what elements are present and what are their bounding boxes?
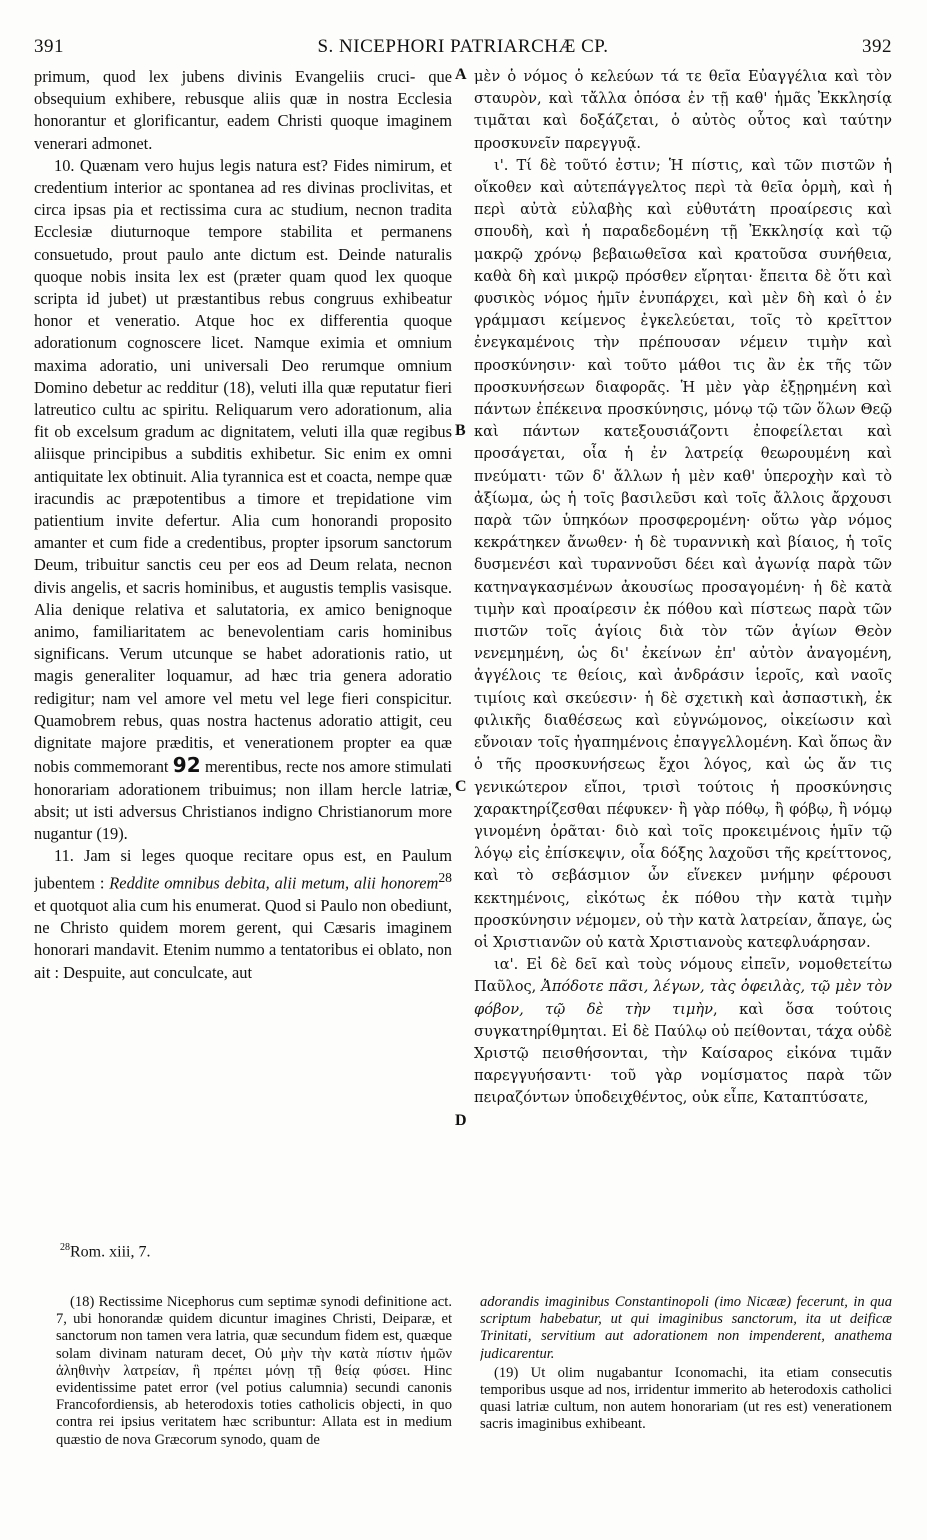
running-head	[34, 36, 892, 60]
note-18-continued: adorandis imaginibus Constantinopoli (imo Nicææ) fecerunt, in qua scriptum habebatur, ut qui imaginibus sanctorum, ita ut deificæ Trinitati, servitium aut adorationem non impenderent, anathema judicarentur.	[480, 1294, 892, 1362]
greek-paragraph-10: ι'. Τί δὲ τοῦτό ἐστιν; Ἡ πίστις, καὶ τῶν πιστῶν ἡ οἴκοθεν καὶ αὐτεπάγγελτος περὶ τὰ θεῖα ὁρμὴ, καὶ ἡ περὶ αὐτὰ εὐλαβὴς καὶ εὐθυτάτη προαίρεσις καὶ σπουδὴ, καὶ ἡ παραδεδομένη τῇ Ἐκκλησίᾳ καὶ τῷ μακρῷ χρόνῳ βεβαιωθεῖσα καὶ κρατοῦσα συνήθεια, καθὰ δὴ καὶ μικρῷ πρόσθεν εἴρηται· ἔπειτα δὲ ὅτι καὶ φυσικὸς νόμος ἡμῖν ἐνυπάρχει, καὶ μὲν δὴ καὶ ὁ ἐν γράμμασι κείμενος ἐγκελεύεται, τοῖς τὸ κρεῖττον ἐνεγκαμένοις τὴν πρέπουσαν νέμειν τιμὴν καὶ προσκύνησιν· καὶ τοῦτο μάθοι τις ἂν ἐκ τῆς τῶν προσκυνήσεων διαφορᾶς. Ἡ μὲν γὰρ ἐξῃρημένη καὶ πάντων ἐπέκεινα προσκύνησις, μόνῳ τῷ τῶν ὅλων Θεῷ καὶ πάντων κατεξουσιάζοντι ἐποφείλεται καὶ προσάγεται, οἷα ἡ ἐν λατρείᾳ θεωρουμένη καὶ πνεύματι· τῶν δ' ἄλλων ἡ μὲν καθ' ὑπεροχὴν καὶ τὸ ἀξίωμα, ὡς ἡ τοῖς βασιλεῦσι καὶ τοῖς ἄλλοις ἄρχουσι παρὰ τῶν ὑπηκόων προσφερομένη· οὕτω γὰρ νόμος κεκράτηκεν ἄνωθεν· ἡ δὲ τυραννικὴ καὶ βίαιος, ἡ τοῖς δυσμενέσι καὶ τυραννοῦσι δέει καὶ ἀγωνίᾳ παρὰ τῶν κατηναγκασμένων ἀκουσίως προσαγομένη· ἡ δὲ κατὰ τιμὴν καὶ προαίρεσιν ἐκ πόθου καὶ πίστεως παρὰ τῶν πιστῶν τοῖς ἁγίοις διὰ τὸν τῶν ἁγίων Θεὸν νενεμημένη, ὡς δι' ἐκείνων ἐπ' αὐτὸν ἀναγομένη, ἀγγέλοις τε θείοις, καὶ ἀνδράσιν ἱεροῖς, καὶ ναοῖς τιμίοις καὶ σκεύεσιν· ἡ δὲ σχετικὴ καὶ ἀσπαστικὴ, ἐκ φιλικῆς διαθέσεως καὶ εὐγνώμονος, οἰκείωσιν καὶ εὔνοιαν τοῖς ἠγαπημένοις ἐπαγγελλομένη. Καὶ ὅπως ἂν ὁ τῆς προσκυνήσεως ἔχοι λόγος, καὶ ὡς ἄν τις γενικώτερον εἴποι, τρισὶ τούτοις ἡ προσκύνησις χαρακτηρίζεσθαι πέφυκεν· ἢ γὰρ πόθῳ, ἢ φόβῳ, ἢ νόμῳ γινομένη ὁρᾶται· διὸ καὶ τοῖς προκειμένοις ἡμῖν τῷ λόγῳ εἰς ἐπίσκεψιν, οἷα δόξης λαχοῦσι τῆς κρείττονος, καὶ τὸ σεβάσμιον ὧν εἵνεκεν μνήμην φέρουσι κεκτημένοις, εἰκότως ἐκ πόθου τὴν κατὰ τιμὴν προσκύνησιν νέμομεν, οὐ τὴν κατὰ λατρείαν, ἄπαγε, ὡς οἱ Χριστιανῶν οὐ κατὰ Χριστιανοὺς κατεφλυάρησαν.	[474, 156, 892, 951]
margin-letter-b: B	[455, 422, 466, 439]
notes-right-column	[480, 1294, 892, 1534]
greek-p11-rest: , καὶ ὅσα τούτοις συγκατηρίθμηται. Εἰ δὲ Παύλῳ οὐ πείθονται, τάχα οὐδὲ Χριστῷ πεισθήσονται, τὴν Καίσαρος εἰκόνα τιμᾶν παρεγγυήσαντι· τοῦ γὰρ νομίσματος παρὰ τῶν πειραζόντων ὑποδειχθέντος, οὐκ εἶπε, Καταπτύσατε,	[474, 1000, 892, 1107]
latin-paragraph-10	[34, 155, 452, 845]
latin-p11-start: 11. Jam si leges quoque recitare opus est, en Paulum jubentem :	[34, 846, 452, 893]
latin-p10-end: merentibus, recte nos amore stimulati honorariam adorationem tribuimus; non illam hercle latriæ, absit; ut isti adversus Christianos indigno Christianorum more nugantur (19).	[34, 757, 452, 843]
greek-column	[474, 66, 892, 1238]
latin-p11-rest: et quotquot alia cum his enumerat. Quod si Paulo non obediunt, ne Christo quidem morem gerent, qui Cæsaris imaginem honorari mandavit. Etenim nummo a tentatoribus ei oblato, non ait : Despuite, aut conculcate, aut	[34, 895, 452, 982]
page-title: S. NICEPHORI PATRIARCHÆ CP.	[317, 36, 609, 57]
latin-p11-quote: Reddite omnibus debita, alii metum, alii honorem	[109, 873, 439, 893]
latin-p10-text: 10. Quænam vero hujus legis natura est? Fides nimirum, et credentium interior ac spontanea ad res divinas proclivitas, et circa ipsas pia et rectissima cura ac studium, necnon tradita Ecclesiæ diuturnoque tempore stabilita et permanens consuetudo, prout paulo ante dictum est. Deinde naturalis quoque nobis insita lex est (præter quam quod lex quoque scripta id jubet) ut præstantibus rebus congruus exhibeatur honor et veneratio. Atque hoc ex differentia quoque adorationum cognoscere licet. Namque eximia et omnium maxima adoratio, uni universali Deo rerumque omnium Domino debetur ac redditur (18), veluti illa quæ reputatur fieri latreutico cultu ac spiritu. Reliquarum vero adorationum, alia fit ob excelsum gradum ac dignitatem, veluti illa quæ regibus aliisque principibus a subditis exhibetur. Sic enim ex omni antiquitate lex obtinuit. Alia tyrannica est et coacta, nempe quæ iracundis ac præpotentibus a timore et trepidatione vim patientium invite defertur. Alia cum honorandi proposito amanter et cum fide a credentibus, propter ipsorum sanctorum Deum, tribuitur sanctis ceu per eos ad Deum relata, necnon divis angelis, et sacris hominibus, et augustis templis vasisque. Alia denique relativa et salutatoria, ex amico benignoque animo, familiaritatem ac benevolentiam caris hominibus significans. Verum utcunque se habet adorationis ratio, ut magis generaliter loquamur, ad hæc tria genera adoratio redigitur; nam vel amore vel metu vel lege fieri conspicitur. Quamobrem rebus, quas nostra hactenus adoratio attigit, ceu dignitate majore præditis, et venerationem propter ea quæ nobis commemorant	[34, 155, 452, 777]
scripture-reference-mark: 28	[60, 1242, 70, 1253]
margin-letter-d: D	[455, 1112, 467, 1129]
note-18: (18) Rectissime Nicephorus cum septimæ synodi definitione act. 7, ubi honorandæ quidem dicuntur imagines Christi, Deiparæ, et sanctorum non tamen vera latria, quæ secundum fidem est, quæque solam divinam naturam decet, Οὐ μὴν τὴν κατὰ πίστιν ἡμῶν ἀληθινὴν λατρείαν, ἣ πρέπει μόνῃ τῇ θείᾳ φύσει. Hinc evidentissime patet error (vel potius calumnia) secundi canonis Francofordiensis, ab heterodoxis toties catholicis objecti, in quo contra rei ipsius veritatem hæc scribuntur: Allata est in medium quæstio de nova Græcorum synodo, quam de	[56, 1294, 452, 1448]
margin-letter-a: A	[455, 66, 467, 83]
greek-paragraph-11	[474, 954, 892, 1109]
margin-letter-c: C	[455, 778, 467, 795]
column-number-marker: 92	[172, 753, 201, 778]
latin-column	[34, 66, 452, 1238]
scripture-reference	[60, 1242, 150, 1261]
greek-paragraph-9-end: μὲν ὁ νόμος ὁ κελεύων τά τε θεῖα Εὐαγγέλια καὶ τὸν σταυρὸν, καὶ τἄλλα ὁπόσα ἐν τῇ καθ' ἡμᾶς Ἐκκλησίᾳ τιμᾶται καὶ δοξάζεται, ὁ αὐτὸς οὗτος καὶ ταύτην προσκυνεῖν παρεγγυᾷ.	[474, 68, 892, 152]
page-number-right: 392	[862, 36, 892, 57]
greek-p11-quote: Ἀπόδοτε πᾶσι, λέγων, τὰς ὀφειλὰς, τῷ μὲν τὸν φόβον, τῷ δὲ τὴν τιμὴν	[474, 978, 892, 1018]
note-19: (19) Ut olim nugabantur Iconomachi, ita etiam consecutis temporibus usque ad nos, irridentur immerito ab heterodoxis catholici quasi latriæ cultum, non autem honorariam (ut res est) venerationem sacris imaginibus exhibeant.	[480, 1364, 892, 1433]
latin-paragraph-9-end: primum, quod lex jubens divinis Evangeliis cruci- que obsequium exhibere, rebusque aliis quæ in nostra Ecclesia honorantur et glorificantur, eadem Christi quoque imaginem venerari admonet.	[34, 67, 452, 153]
greek-p11-start: ια'. Εἰ δὲ δεῖ καὶ τοὺς νόμους εἰπεῖν, νομοθετείτω Παῦλος,	[474, 956, 892, 996]
latin-paragraph-11	[34, 845, 452, 984]
notes-left-column	[56, 1294, 452, 1534]
footnote-mark: 28	[438, 870, 452, 886]
scripture-reference-text: Rom. xiii, 7.	[70, 1243, 151, 1261]
page-number-left: 391	[34, 36, 64, 57]
